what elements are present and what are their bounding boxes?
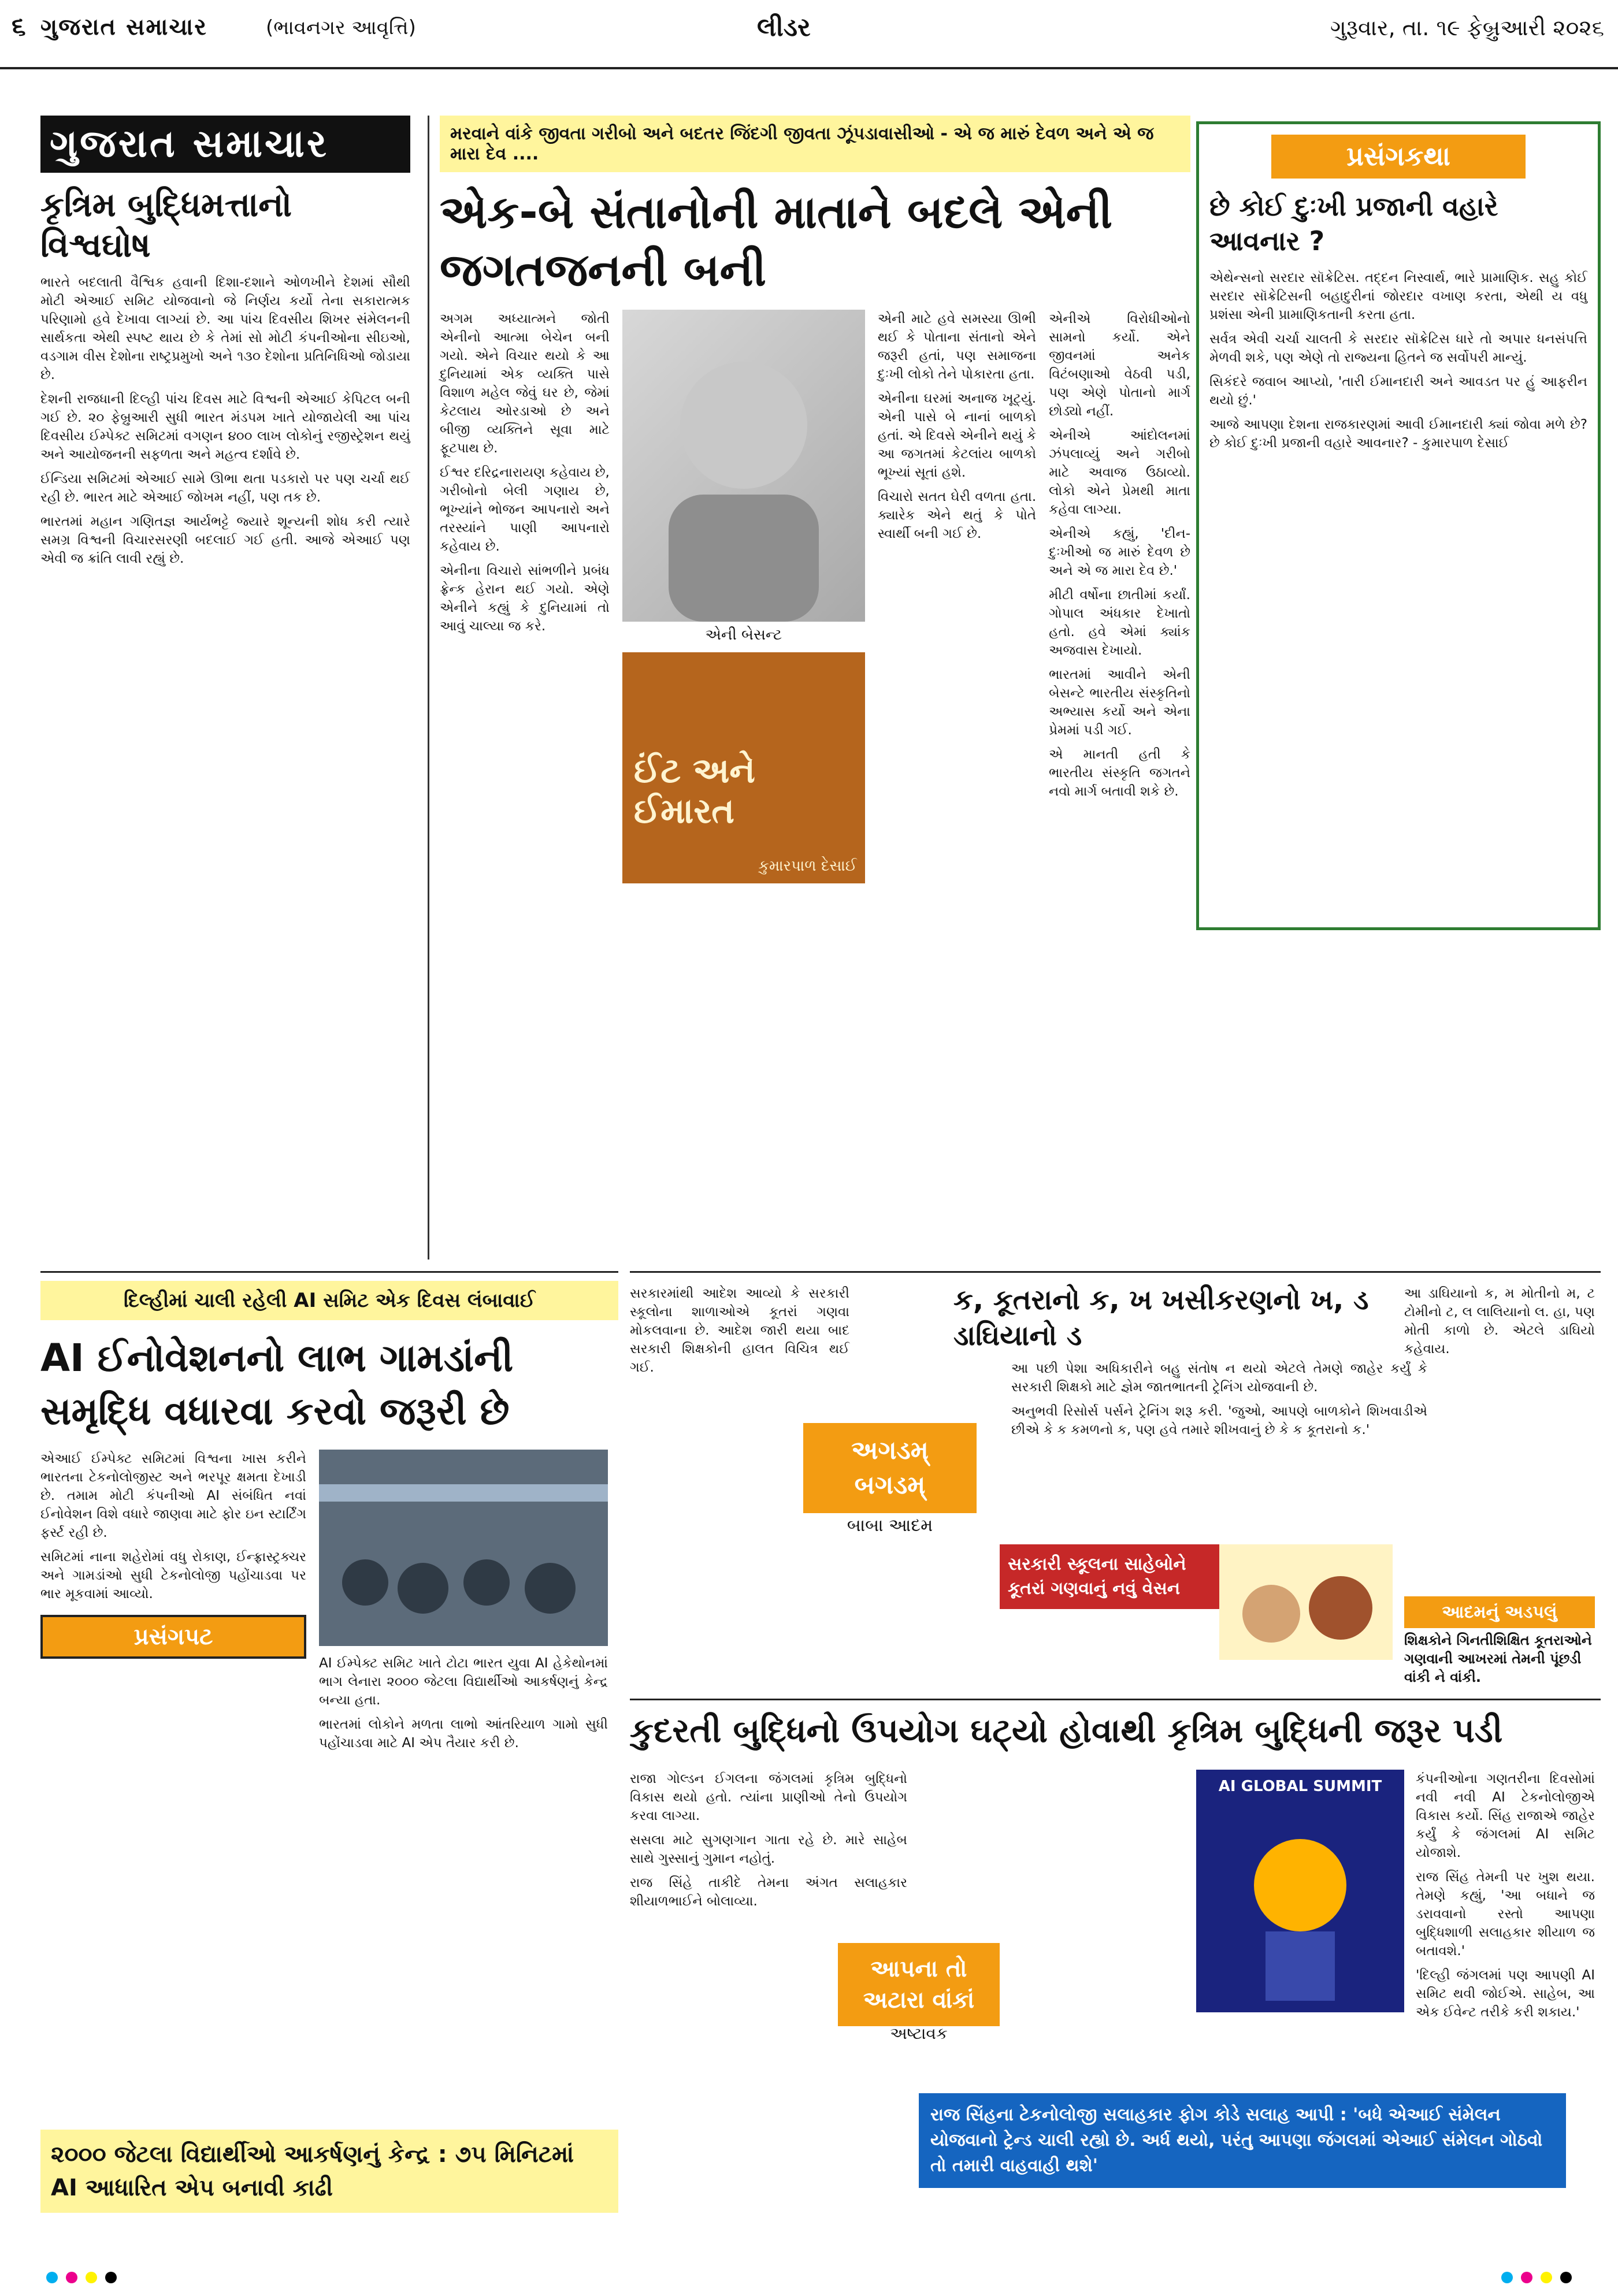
ai-summit-illustration-icon xyxy=(1196,1770,1404,2012)
ai-kicker: દિલ્હીમાં ચાલી રહેલી AI સમિટ એક દિવસ લંબાવાઈ xyxy=(40,1281,618,1320)
paragraph: અનુભવી રિસોર્સ પર્સને ટ્રેનિંગ શરૂ કરી. 'જુઓ, આપણે બાળકોને શિખવાડીએ છીએ કે ક કમળનો ક, પણ હવે તમારે શીખવાનું છે કે ક કૂતરાનો ક.' xyxy=(1011,1404,1427,1437)
paragraph: ઈન્ડિયા સમિટમાં એઆઈ સામે ઊભા થતા પડકારો પર પણ ચર્ચા થઈ રહી છે. ભારત માટે એઆઈ જોખમ નહીં, પણ તક છે. xyxy=(40,471,410,505)
paragraph: સર્વત્ર એવી ચર્ચા ચાલતી કે સરદાર સૉક્રેટિસ ધારે તો અપાર ધનસંપત્તિ મેળવી શકે, પણ એણે તો રાજ્યના હિતને જ સર્વોપરી માન્યું. xyxy=(1209,332,1587,365)
prasangkatha-headline: છે કોઈ દુઃખી પ્રજાની વહારે આવનાર ? xyxy=(1209,191,1498,257)
book-cover xyxy=(622,652,865,883)
paragraph: મીટી વર્ષોના છાતીમાં કર્યાં. ગોપાલ અંધકાર દેખાતો હતો. હવે એમાં ક્યાંક અજવાસ દેખાયો. xyxy=(1049,588,1190,658)
registration-dots-left xyxy=(46,2272,117,2283)
prasangkatha-body xyxy=(1209,269,1587,452)
paragraph: એથેન્સનો સરદાર સૉક્રેટિસ. તદ્દન નિસ્વાર્થ, ભારે પ્રામાણિક. સહુ કોઈ સરદાર સૉક્રેટિસની બહાદુરીનાં જોરદાર વખાણ કરતા, એથી ય વધુ પ્રશંસા એની પ્રામાણિકતાની કરતા હતા. xyxy=(1209,270,1587,322)
paragraph: દેશની રાજધાની દિલ્હી પાંચ દિવસ માટે વિશ્વની એઆઈ કેપિટલ બની ગઈ છે. ૨૦ ફેબ્રુઆરી સુધી ભારત મંડપમ ખાતે યોજાયેલી આ પાંચ દિવસીય ઈમ્પેક્ટ સમિટમાં વગણન ૪૦૦ લાખ લોકોનું રજીસ્ટ્રેશન થયું અને આયોજનની સફળતા અને મહત્વ દર્શાવે છે. xyxy=(40,392,410,462)
dog-cartoon-icon xyxy=(1219,1544,1393,1660)
ni-byline: અષ્ટાવક xyxy=(890,2024,948,2043)
ni-column-label xyxy=(838,1943,1000,2026)
prasangkatha-box xyxy=(1196,121,1601,930)
agadam-column xyxy=(630,1271,1601,1687)
ni-body-right xyxy=(1416,1770,1595,2027)
ni-photo xyxy=(1196,1770,1404,2012)
paragraph: એનીના વિચારો સાંભળીને પ્રબંધ ફ્રેન્ક હેરાન થઈ ગયો. એણે એનીને કહ્યું કે દુનિયામાં તો આવું ચાલ્યા જ કરે. xyxy=(440,563,610,634)
paragraph: એની માટે હવે સમસ્યા ઊભી થઈ કે પોતાના સંતાનો એને જરૂરી હતાં, પણ સમાજના દુઃખી લોકો તેને પોકારતા હતા. xyxy=(877,311,1037,382)
paragraph: એનીના ઘરમાં અનાજ ખૂટ્યું. એની પાસે બે નાનાં બાળકો હતાં. એ દિવસે એનીને થયું કે આ જગતમાં કેટલાંય બાળકો ભૂખ્યાં સૂતાં હશે. xyxy=(877,391,1037,480)
prasangkatha-label: પ્રસંગકથા xyxy=(1271,135,1526,179)
paragraph: આ પછી પેશા અધિકારીને બહુ સંતોષ ન થયો એટલે તેમણે જાહેર કર્યું કે સરકારી શિક્ષકો માટે જ્ઞેમ જાતભાતની ટ્રેનિંગ યોજવાની છે. xyxy=(1011,1361,1427,1395)
ni-headline: કુદરતી બુદ્ધિનો ઉપયોગ ઘટ્યો હોવાથી કૃત્રિમ બુદ્ધિની જરૂર પડી xyxy=(630,1711,1503,1750)
lead-col-3 xyxy=(1049,310,1190,883)
paragraph: એ માનતી હતી કે ભારતીય સંસ્કૃતિ જગતને નવો માર્ગ બતાવી શકે છે. xyxy=(1049,747,1190,799)
ni-photo-badge: AI GLOBAL SUMMIT xyxy=(1218,1778,1382,1795)
paragraph: અગમ અધ્યાત્મને જોતી એનીનો આત્મા બેચેન બની ગયો. એને વિચાર થયો કે આ દુનિયામાં એક વ્યક્તિ પાસે વિશાળ મહેલ જેવું ઘર છે, જેમાં કેટલાય ઓરડાઓ છે અને બીજી વ્યક્તિને સૂવા માટે ફૂટપાથ છે. xyxy=(440,311,610,456)
paragraph: આજે આપણા દેશના રાજકારણમાં આવી ઈમાનદારી ક્યાં જોવા મળે છે? છે કોઈ દુઃખી પ્રજાની વહારે આવનાર? - કુમારપાળ દેસાઈ xyxy=(1209,417,1587,451)
photo-caption: એની બેસન્ટ xyxy=(705,626,782,644)
section-title: લીડર xyxy=(757,13,811,42)
paragraph: ભારતમાં લોકોને મળતા લાભો આંતરિયાળ ગામો સુધી પહોંચાડવા માટે AI એપ તૈયાર કરી છે. xyxy=(319,1717,608,1751)
paragraph: આ ડાઘિયાનો ક, મ મોતીનો મ, ટ ટોમીનો ટ, લ લાલિયાનો લ. હા, પણ મોતી કાળો છે. એટલે ડાઘિયો કહેવાય. xyxy=(1404,1286,1595,1357)
agadam-box-title: સરકારી સ્કૂલના સાહેબોને કૂતરાં ગણવાનું નવું વેસન xyxy=(1000,1544,1224,1609)
page-header xyxy=(0,0,1618,69)
agadam-footer-label: આદમનું અડપલું xyxy=(1404,1596,1595,1628)
paragraph: રાજ સિંહ તેમની પર ખુશ થયા. તેમણે કહ્યું, 'આ બધાને જ ડરાવવાનો રસ્તો આપણા બુદ્ધિશાળી સલાહકાર શીયાળ જ બતાવશે.' xyxy=(1416,1870,1595,1959)
book-author: કુમારપાળ દેસાઈ xyxy=(758,857,857,875)
ni-label-line2: અટારા વાંકાં xyxy=(863,1987,975,2013)
ai-body-left xyxy=(40,1450,306,1758)
lead-story xyxy=(428,116,1190,1260)
paragraph: AI ઈમ્પેક્ટ સમિટ ખાતે ટોટા ભારત યુવા AI હેકેથોનમાં ભાગ લેનારા ૨૦૦૦ જેટલા વિદ્યાર્થીઓ આકર્ષણનું કેન્દ્ર બન્યા હતા. xyxy=(319,1656,608,1708)
agadam-headline: ક, કૂતરાનો ક, ખ ખસીકરણનો ખ, ડ ડાઘિયાનો ડ xyxy=(953,1284,1369,1352)
natural-intelligence-story xyxy=(630,1699,1601,2236)
paragraph: સસલા માટે સુગણગાન ગાતા રહે છે. મારે સાહેબ સાથે ગુસ્સાનું ગુમાન નહોતું. xyxy=(630,1833,907,1866)
agadam-label-line1: અગડમ્ xyxy=(851,1436,929,1465)
book-title: ઈંટ અને ઈમારત xyxy=(633,751,755,831)
portrait-photo xyxy=(622,310,865,622)
lead-headline: એક-બે સંતાનોની માતાને બદલે એની જગતજનની બની xyxy=(440,187,1113,296)
dot xyxy=(1501,2272,1513,2283)
ai-summit-story xyxy=(40,1271,618,2236)
agadam-byline: બાબા આદમ xyxy=(847,1515,933,1536)
paragraph: ભારતમાં મહાન ગણિતજ્ઞ આર્યભટ્ટે જ્યારે શૂન્યની શોધ કરી ત્યારે સમગ્ર વિશ્વની વિચારસરણી બદલાઈ ગઈ હતી. આજે એઆઈ પણ એવી જ ક્રાંતિ લાવી રહ્યું છે. xyxy=(40,514,410,566)
paragraph: એનીએ આંદોલનમાં ઝંપલાવ્યું અને ગરીબો માટે અવાજ ઉઠાવ્યો. લોકો એને પ્રેમથી માતા કહેવા લાગ્યા. xyxy=(1049,428,1190,517)
paragraph: રાજા ગોલ્ડન ઈગલના જંગલમાં કૃત્રિમ બુદ્ધિનો વિકાસ થયો હતો. ત્યાંના પ્રાણીઓ તેનો ઉપયોગ કરવા લાગ્યા. xyxy=(630,1771,907,1823)
paragraph: કંપનીઓના ગણતરીના દિવસોમાં નવી નવી AI ટેકનોલોજીએ વિકાસ કર્યો. સિંહ રાજાએ જાહેર કર્યું કે જંગલમાં AI સમિટ યોજાશે. xyxy=(1416,1771,1595,1860)
paragraph: રાજ સિંહે તાકીદે તેમના અંગત સલાહકાર શીયાળભાઈને બોલાવ્યા. xyxy=(630,1875,907,1909)
ai-body-right xyxy=(319,1654,608,1752)
editorial-section xyxy=(40,116,410,1260)
portrait-icon xyxy=(622,310,865,622)
dot xyxy=(46,2272,58,2283)
agadam-footer-text: શિક્ષકોને ગિનતીશિક્ષિત કૂતરાઓને ગણવાની આખરમાં તેમની પૂંછડી વાંકી ને વાંકી. xyxy=(1404,1632,1592,1685)
masthead: ગુજરાત સમાચાર xyxy=(40,116,410,173)
paragraph: એનીએ કહ્યું, 'દીન-દુઃખીઓ જ મારું દેવળ છે અને એ જ મારા દેવ છે.' xyxy=(1049,526,1190,578)
paragraph: વિચારો સતત ઘેરી વળતા હતા. ક્યારેક એને થતું કે પોતે સ્વાર્થી બની ગઈ છે. xyxy=(877,489,1037,541)
paragraph: 'દિલ્હી જંગલમાં પણ આપણી AI સમિટ થવી જોઈએ. સાહેબ, આ એક ઈવેન્ટ તરીકે કરી શકાય.' xyxy=(1416,1968,1595,2020)
summit-crowd-photo xyxy=(319,1450,608,1646)
dot xyxy=(1541,2272,1552,2283)
paragraph: સમિટમાં નાના શહેરોમાં વધુ રોકાણ, ઈન્ફ્રાસ્ટ્રક્ચર અને ગામડાંઓ સુધી ટેકનોલોજી પહોંચાડવા પર ભાર મૂકવામાં આવ્યો. xyxy=(40,1550,306,1602)
lead-col-2 xyxy=(878,310,1036,883)
agadam-label xyxy=(803,1423,977,1513)
agadam-intro: સરકારમાંથી આદેશ આવ્યો કે સરકારી સ્કૂલોના શાળાઓએ કૂતરાં ગણવા મોકલવાના છે. આદેશ જારી થયા બાદ સરકારી શિક્ષકોની હાલત વિચિત્ર થઈ ગઈ. xyxy=(630,1286,849,1375)
ai-headline: AI ઈનોવેશનનો લાભ ગામડાંની સમૃદ્ધિ વધારવા કરવો જરૂરી છે xyxy=(40,1336,514,1433)
cartoon-illustration xyxy=(1219,1544,1393,1660)
page-number: ૬ xyxy=(12,12,26,41)
crowd-icon xyxy=(319,1450,608,1646)
ni-label-line1: આપના તો xyxy=(870,1956,967,1982)
editorial-body xyxy=(40,273,410,1255)
dot xyxy=(86,2272,97,2283)
paragraph: એઆઈ ઈમ્પેક્ટ સમિટમાં વિશ્વના ખાસ કરીને ભારતના ટેકનોલોજીસ્ટ અને ભરપૂર ક્ષમતા દેખાડી છે. તમામ મોટી કંપનીઓ AI સંબંધિત નવાં ઈનોવેશન વિશે વધારે જાણવા માટે ફોર ઇન સ્ટાર્ટિંગ ફર્સ્ટ રહી છે. xyxy=(40,1451,306,1540)
ai-sub-label: પ્રસંગપટ xyxy=(40,1615,306,1659)
ai-footer-headline: ૨૦૦૦ જેટલા વિદ્યાર્થીઓ આકર્ષણનું કેન્દ્ર : ૭૫ મિનિટમાં AI આધારિત એપ બનાવી કાઢી xyxy=(40,2130,618,2213)
paragraph: ભારતમાં આવીને એની બેસન્ટે ભારતીય સંસ્કૃતિનો અભ્યાસ કર્યો અને એના પ્રેમમાં પડી ગઈ. xyxy=(1049,667,1190,738)
agadam-body xyxy=(1011,1359,1427,1445)
dot xyxy=(1560,2272,1572,2283)
edition: (ભાવનગર આવૃત્તિ) xyxy=(266,16,416,39)
paragraph: એનીએ વિરોધીઓનો સામનો કર્યો. એને જીવનમાં અનેક વિટંબણાઓ વેઠવી પડી, પણ એણે પોતાનો માર્ગ છોડ્યો નહીં. xyxy=(1049,311,1190,419)
agadam-label-line2: બગડમ્ xyxy=(854,1470,926,1500)
dot xyxy=(66,2272,77,2283)
lead-col-1 xyxy=(440,310,610,883)
paper-name: ગુજરાત સમાચાર xyxy=(40,14,207,40)
ni-callout: રાજ સિંહના ટેકનોલોજી સલાહકાર ફોગ કોડે સલાહ આપી : 'બધે એઆઈ સંમેલન યોજવાનો ટ્રેન્ડ ચાલી રહ્યો છે. અર્ધ થયો, પરંતુ આપણા જંગલમાં એઆઈ સંમેલન ગોઠવો તો તમારી વાહવાહી થશે' xyxy=(919,2093,1566,2188)
dot xyxy=(105,2272,117,2283)
dot xyxy=(1521,2272,1532,2283)
lead-kicker: મરવાને વાંકે જીવતા ગરીબો અને બદતર જિંદગી જીવતા ઝૂંપડાવાસીઓ - એ જ મારું દેવળ અને એ જ મારા દેવ .... xyxy=(440,116,1190,172)
paragraph: ઈશ્વર દરિદ્રનારાયણ કહેવાય છે, ગરીબોનો બેલી ગણાય છે, ભૂખ્યાંને ભોજન આપનારો અને તરસ્યાંને પાણી આપનારો કહેવાય છે. xyxy=(440,465,610,554)
paragraph: ભારતે બદલાતી વૈશ્વિક હવાની દિશા-દશાને ઓળખીને દેશમાં સૌથી મોટી એઆઈ સમિટ યોજવાનો જે નિર્ણય કર્યો તેના સકારાત્મક પરિણામો હવે દેખાવા લાગ્યાં છે. આ પાંચ દિવસીય શિખર સંમેલનની સાર્થકતા એથી સ્પષ્ટ થાય છે કે તેમાં સો મોટી કંપનીઓના સીઇઓ, વડગામ વીસ દેશોના રાષ્ટ્રપ્રમુખો અને ૧૩૦ દેશોના પ્રતિનિધિઓ જોડાયા છે. xyxy=(40,275,410,382)
agadam-body-right xyxy=(1404,1284,1595,1364)
editorial-headline: કૃત્રિમ બુદ્ધિમત્તાનો વિશ્વઘોષ xyxy=(40,185,292,265)
registration-dots-right xyxy=(1501,2272,1572,2283)
paragraph: સિકંદરે જવાબ આપ્યો, 'તારી ઈમાનદારી અને આવડત પર હું આફરીન થયો છું.' xyxy=(1209,374,1587,408)
issue-date: ગુરૂવાર, તા. ૧૯ ફેબ્રુઆરી ૨૦૨૬ xyxy=(1330,15,1604,40)
ni-body-left xyxy=(630,1770,907,1916)
